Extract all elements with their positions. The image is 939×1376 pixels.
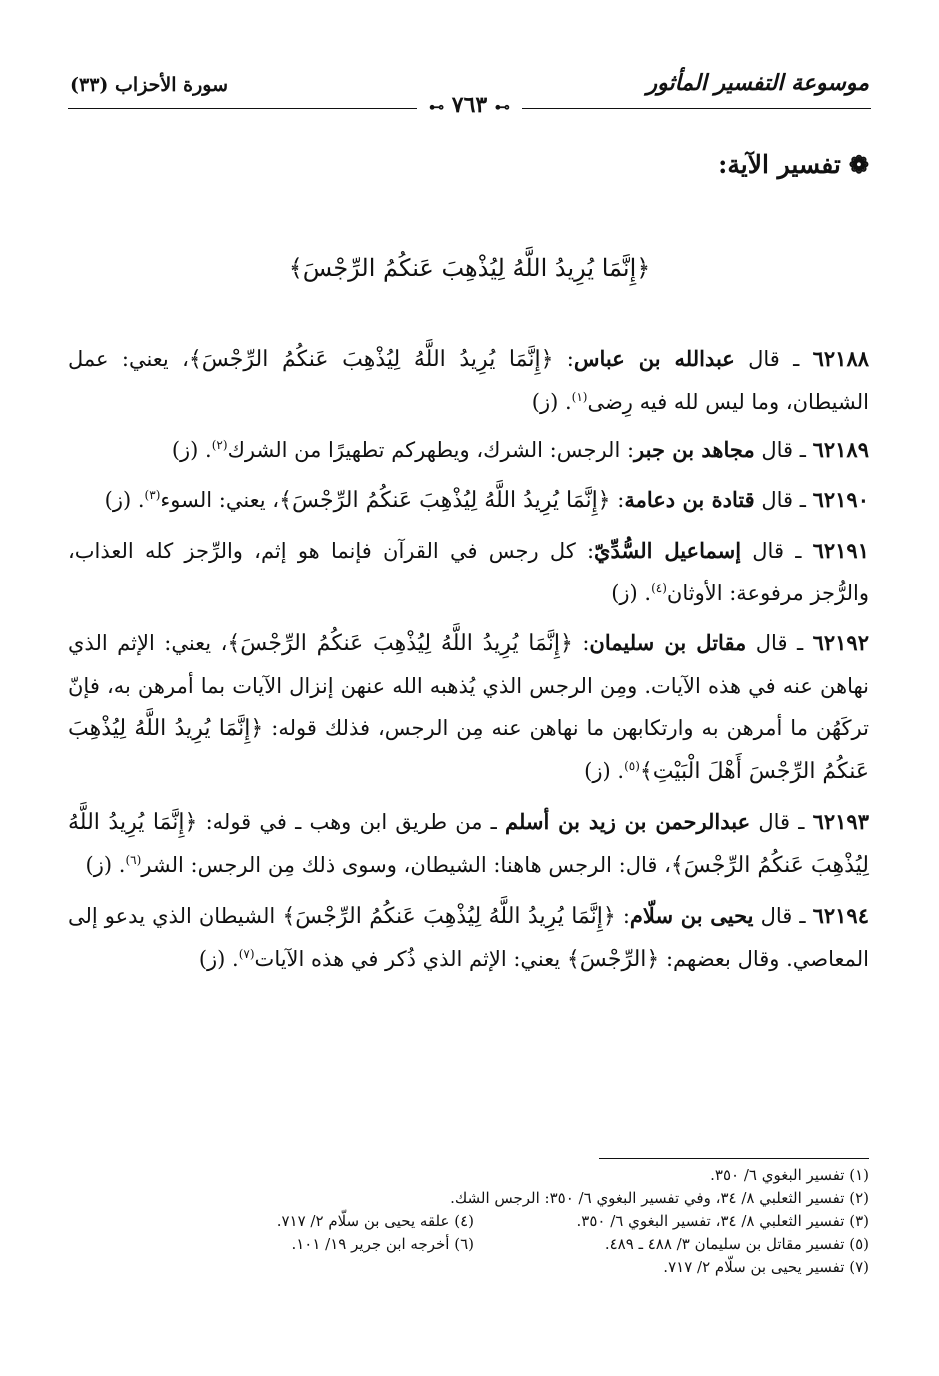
- entry-text: ، يعني: عمل الشيطان، وما ليس لله فيه رِضى: [68, 347, 869, 414]
- entry: [68, 622, 869, 793]
- section-title-text: تفسير الآية:: [718, 150, 841, 179]
- narrator-name: مقاتل بن سليمان: [589, 630, 747, 655]
- footnote-line: [68, 1233, 869, 1256]
- entry-text: ـ من طريق ابن وهب ـ في قوله:: [197, 810, 505, 834]
- entry: [68, 338, 869, 423]
- quran-quote: ﴿إِنَّمَا يُرِيدُ اللَّهُ لِيُذْهِبَ عَنكُمُ الرِّجْسَ أَهْلَ الْبَيْتِ﴾: [68, 716, 869, 784]
- footnote-line: [68, 1210, 869, 1233]
- quran-quote: ﴿إِنَّمَا يُرِيدُ اللَّهُ لِيُذْهِبَ عَنكُمُ الرِّجْسَ﴾: [227, 631, 573, 656]
- entry: [68, 479, 869, 522]
- entries-list: [68, 338, 869, 981]
- entry-end: . (ز): [584, 759, 625, 783]
- entry: [68, 530, 869, 614]
- narrator-name: عبدالرحمن بن زيد بن أسلم: [505, 809, 751, 834]
- narrator-name: إسماعيل السُّدِّيّ: [594, 538, 742, 563]
- page-number-row: [0, 92, 939, 118]
- entry: [68, 801, 869, 887]
- footnote-line: [68, 1164, 869, 1187]
- entry-text: ، يعني: السوء: [160, 488, 280, 512]
- entry-number: ٦٢١٨٨: [812, 346, 870, 371]
- entry-end: . (ز): [531, 390, 572, 414]
- entry-text: :: [572, 631, 590, 655]
- footnote: (٥) تفسير مقاتل بن سليمان ٣/ ٤٨٨ ـ ٤٨٩.: [604, 1235, 869, 1253]
- footnote-line: [68, 1256, 869, 1279]
- quran-quote: ﴿إِنَّمَا يُرِيدُ اللَّهُ لِيُذْهِبَ عَنكُمُ الرِّجْسَ﴾: [282, 904, 616, 929]
- entry-text: ـ قال: [734, 347, 813, 371]
- entry-text: :: [553, 347, 574, 371]
- surah-name: سورة الأحزاب (٣٣): [70, 74, 229, 96]
- narrator-name: مجاهد بن جبر: [634, 437, 755, 462]
- entry: [68, 429, 869, 471]
- footnote-ref: (٢): [211, 438, 228, 452]
- page-number-box: [417, 92, 522, 118]
- narrator-name: يحيى بن سلّام: [629, 903, 754, 928]
- entry-number: ٦٢١٩٤: [812, 903, 869, 928]
- entry-text: :: [610, 488, 625, 512]
- footnote: (٤) علقه يحيى بن سلّام ٢/ ٧١٧.: [276, 1212, 474, 1230]
- ornament-icon: ⊷: [494, 98, 510, 116]
- footnote: (٦) أخرجه ابن جرير ١٩/ ١٠١.: [291, 1235, 474, 1253]
- footnote-ref: (١): [571, 390, 588, 404]
- footnote-ref: (٥): [624, 759, 640, 773]
- entry-text: : الرجس: الشرك، ويطهركم تطهيرًا من الشرك: [227, 438, 635, 462]
- page-number: ٧٦٣: [451, 92, 488, 118]
- section-title: [718, 150, 869, 179]
- entry-number: ٦٢١٨٩: [812, 437, 869, 462]
- footnote-line: [68, 1187, 869, 1210]
- entry-number: ٦٢١٩٣: [812, 809, 869, 834]
- entry: [68, 895, 869, 981]
- entry-text: ـ قال: [750, 810, 813, 834]
- footnote-separator: [599, 1158, 869, 1159]
- entry-number: ٦٢١٩١: [812, 538, 869, 563]
- footnote: (١) تفسير البغوي ٦/ ٣٥٠.: [710, 1166, 869, 1184]
- entry-text: ـ قال: [741, 539, 813, 563]
- entry-end: . (ز): [171, 438, 212, 462]
- footnote: (٢) تفسير الثعلبي ٨/ ٣٤، وفي تفسير البغوي ٦/ ٣٥٠: الرجس الشك.: [450, 1189, 869, 1207]
- entry-end: . (ز): [104, 488, 145, 512]
- ornament-icon: ⊷: [429, 98, 445, 116]
- footnote-ref: (٤): [651, 581, 667, 595]
- entry-text: ، يعني: الإثم الذي نهاهن عنه في هذه الآيات. ومِن الرجس الذي يُذهبه الله عنهن إنزال الآيات بما أمرهن به، فإنّ تركَهُن ما أمرهن به وارتكابهن ما نهاهن عنه مِن الرجس، فذلك قوله:: [68, 631, 869, 740]
- entry-text: ـ قال: [754, 488, 813, 512]
- entry-end: . (ز): [85, 853, 126, 877]
- entry-text: ـ قال: [754, 438, 813, 462]
- entry-text: ـ قال: [746, 631, 813, 655]
- quran-quote: ﴿الرِّجْسَ﴾: [566, 947, 660, 972]
- quran-quote: ﴿إِنَّمَا يُرِيدُ اللَّهُ لِيُذْهِبَ عَنكُمُ الرِّجْسَ﴾: [188, 347, 554, 372]
- quran-quote: ﴿إِنَّمَا يُرِيدُ اللَّهُ لِيُذْهِبَ عَنكُمُ الرِّجْسَ﴾: [279, 488, 611, 513]
- verse-heading: ﴿إِنَّمَا يُرِيدُ اللَّهُ لِيُذْهِبَ عَنكُمُ الرِّجْسَ﴾: [288, 254, 651, 282]
- narrator-name: قتادة بن دعامة: [624, 487, 755, 512]
- entry-text: ـ قال: [753, 904, 813, 928]
- entry-text: يعني: الإثم الذي ذُكر في هذه الآيات: [254, 947, 567, 971]
- entry-text: :: [615, 904, 630, 928]
- entry-end: . (ز): [198, 947, 239, 971]
- footnote: (٣) تفسير الثعلبي ٨/ ٣٤، تفسير البغوي ٦/ ٣٥٠.: [576, 1212, 869, 1230]
- entry-number: ٦٢١٩٠: [812, 487, 869, 512]
- footnote: (٧) تفسير يحيى بن سلّام ٢/ ٧١٧.: [663, 1258, 869, 1276]
- entry-number: ٦٢١٩٢: [812, 630, 869, 655]
- entry-text: ، قال: الرجس هاهنا: الشيطان، وسوى ذلك مِن الرجس: الشر: [141, 853, 671, 877]
- entry-text: الشيطان الذي يدعو إلى المعاصي. وقال بعضهم:: [68, 904, 869, 971]
- entry-end: . (ز): [611, 581, 652, 605]
- footnotes: [68, 1164, 869, 1279]
- flower-icon: ❁: [848, 150, 869, 179]
- quran-quote: ﴿إِنَّمَا يُرِيدُ اللَّهُ لِيُذْهِبَ عَنكُمُ الرِّجْسَ﴾: [68, 810, 869, 878]
- narrator-name: عبدالله بن عباس: [573, 346, 735, 371]
- book-title: موسوعة التفسير المأثور: [646, 70, 869, 96]
- entry-text: : كل رجس في القرآن فإنما هو إثم، والرِّجز كله العذاب، والرُّجز مرفوعة: الأوثان: [68, 539, 869, 605]
- footnote-ref: (٧): [238, 947, 255, 961]
- footnote-ref: (٣): [144, 488, 161, 502]
- footnote-ref: (٦): [125, 853, 142, 867]
